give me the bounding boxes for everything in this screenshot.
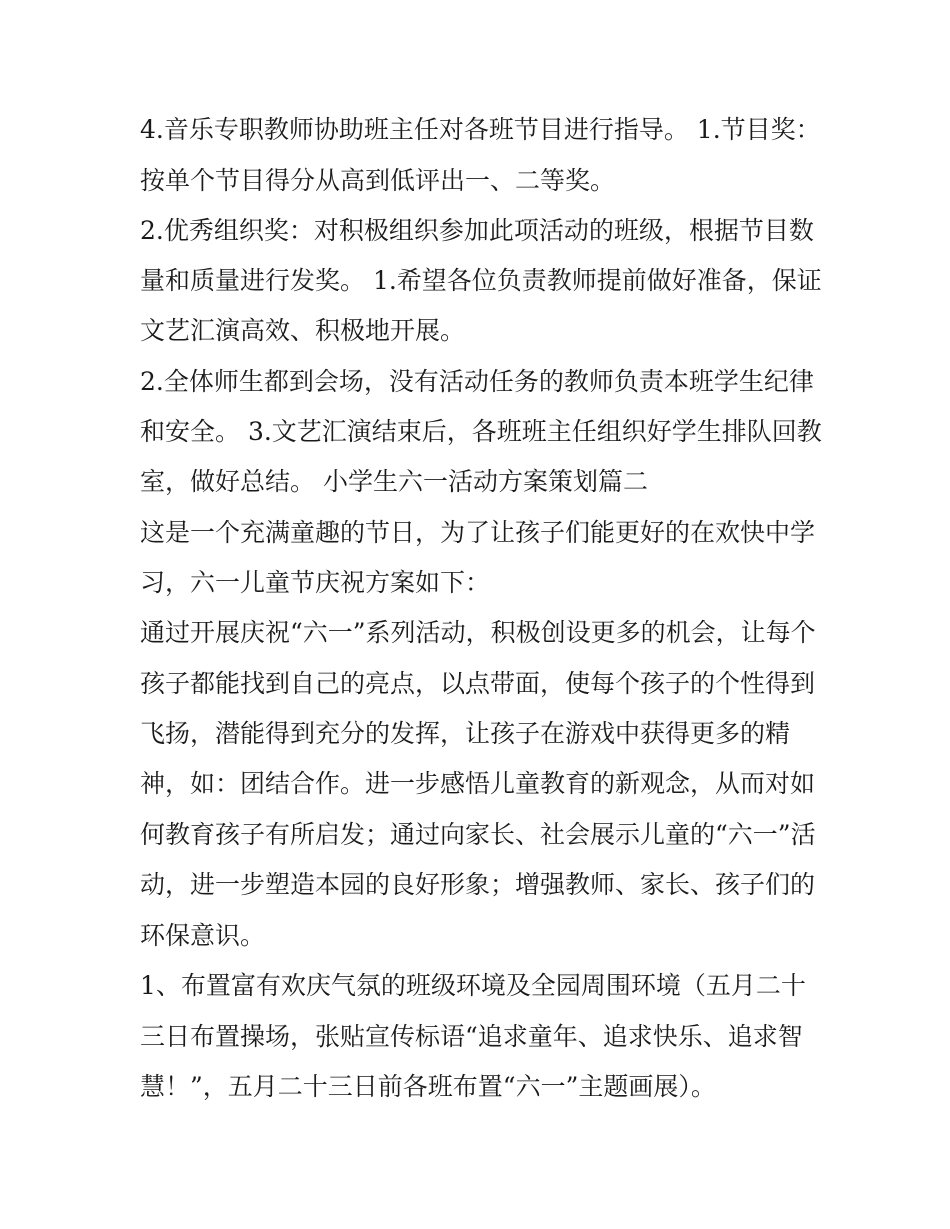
text-line-18: 1、布置富有欢庆气氛的班级环境及全园周围环境（五月二十 bbox=[140, 971, 806, 1000]
text-line-1: 4.音乐专职教师协助班主任对各班节目进行指导。 1.节目奖： bbox=[140, 115, 821, 144]
text-line-19: 三日布置操场，张贴宣传标语“追求童年、追求快乐、追求智 bbox=[140, 1022, 803, 1051]
text-line-13: 飞扬，潜能得到充分的发挥，让孩子在游戏中获得更多的精 bbox=[140, 719, 791, 748]
text-line-2: 按单个节目得分从高到低评出一、二等奖。 bbox=[140, 166, 616, 195]
text-line-12: 孩子都能找到自己的亮点，以点带面，使每个孩子的个性得到 bbox=[140, 669, 816, 698]
text-line-8: 室，做好总结。 小学生六一活动方案策划篇二 bbox=[140, 467, 648, 496]
text-line-4: 量和质量进行发奖。 1.希望各位负责教师提前做好准备，保证 bbox=[140, 266, 822, 295]
text-line-17: 环保意识。 bbox=[140, 921, 266, 950]
text-line-7: 和安全。 3.文艺汇演结束后，各班班主任组织好学生排队回教 bbox=[140, 417, 822, 446]
text-line-20: 慧！”，五月二十三日前各班布置“六一”主题画展）。 bbox=[140, 1072, 716, 1101]
text-line-5: 文艺汇演高效、积极地开展。 bbox=[140, 316, 466, 345]
text-line-16: 动，进一步塑造本园的良好形象；增强教师、家长、孩子们的 bbox=[140, 870, 816, 899]
text-line-3: 2.优秀组织奖：对积极组织参加此项活动的班级，根据节目数 bbox=[140, 216, 814, 245]
text-line-11: 通过开展庆祝“六一”系列活动，积极创设更多的机会，让每个 bbox=[140, 618, 816, 647]
text-line-9: 这是一个充满童趣的节日，为了让孩子们能更好的在欢快中学 bbox=[140, 518, 816, 547]
text-line-6: 2.全体师生都到会场，没有活动任务的教师负责本班学生纪律 bbox=[140, 367, 814, 396]
text-line-10: 习，六一儿童节庆祝方案如下： bbox=[140, 568, 491, 597]
text-line-14: 神，如：团结合作。进一步感悟儿童教育的新观念，从而对如 bbox=[140, 769, 816, 798]
text-line-15: 何教育孩子有所启发；通过向家长、社会展示儿童的“六一”活 bbox=[140, 820, 816, 849]
